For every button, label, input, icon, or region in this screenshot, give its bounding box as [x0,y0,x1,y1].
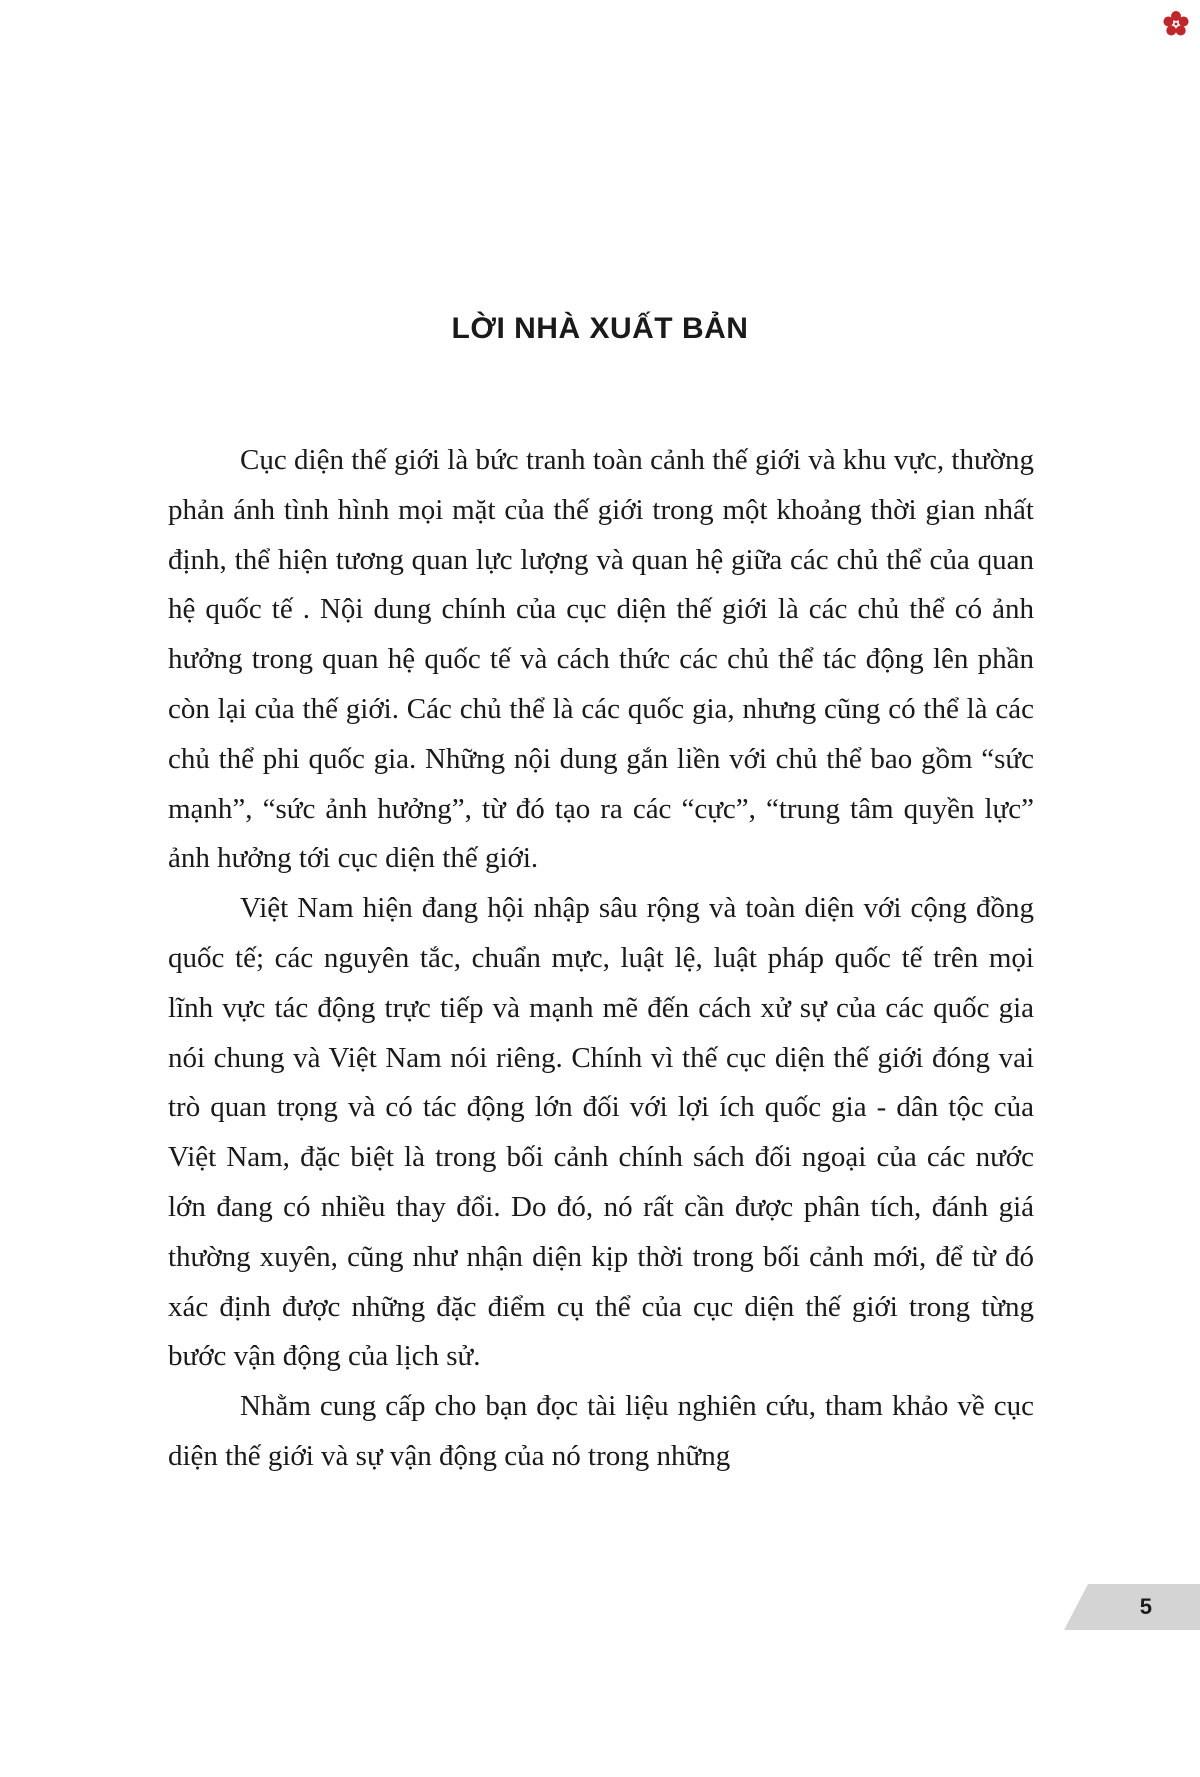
paragraph: Nhằm cung cấp cho bạn đọc tài liệu nghiên cứu, tham khảo về cục diện thế giới và sự vận động của nó trong những [168,1390,1034,1472]
paragraph: Cục diện thế giới là bức tranh toàn cảnh thế giới và khu vực, thường phản ánh tình hình mọi mặt của thế giới trong một khoảng thời gian nhất định, thể hiện tương quan lực lượng và quan hệ giữa các chủ thể của quan hệ quốc tế . Nội dung chính của cục diện thế giới là các chủ thể có ảnh hưởng trong quan hệ quốc tế và cách thức các chủ thể tác động lên phần còn lại của thế giới. Các chủ thể là các quốc gia, nhưng cũng có thể là các chủ thể phi quốc gia. Những nội dung gắn liền với chủ thể bao gồm “sức mạnh”, “sức ảnh hưởng”, từ đó tạo ra các “cực”, “trung tâm quyền lực” ảnh hưởng tới cục diện thế giới. [168,444,1034,875]
body-text [168,436,1034,1482]
page-number: 5 [1139,1594,1152,1619]
paragraph: Việt Nam hiện đang hội nhập sâu rộng và toàn diện với cộng đồng quốc tế; các nguyên tắc, chuẩn mực, luật lệ, luật pháp quốc tế trên mọi lĩnh vực tác động trực tiếp và mạnh mẽ đến cách xử sự của các quốc gia nói chung và Việt Nam nói riêng. Chính vì thế cục diện thế giới đóng vai trò quan trọng và có tác động lớn đối với lợi ích quốc gia - dân tộc của Việt Nam, đặc biệt là trong bối cảnh chính sách đối ngoại của các nước lớn đang có nhiều thay đổi. Do đó, nó rất cần được phân tích, đánh giá thường xuyên, cũng như nhận diện kịp thời trong bối cảnh mới, để từ đó xác định được những đặc điểm cụ thể của cục diện thế giới trong từng bước vận động của lịch sử. [168,892,1034,1373]
page-title: LỜI NHÀ XUẤT BẢN [451,312,749,345]
page-tab-shape [1064,1584,1200,1630]
publisher-flower-icon [1162,10,1190,38]
page-number-tab [1064,1584,1200,1630]
